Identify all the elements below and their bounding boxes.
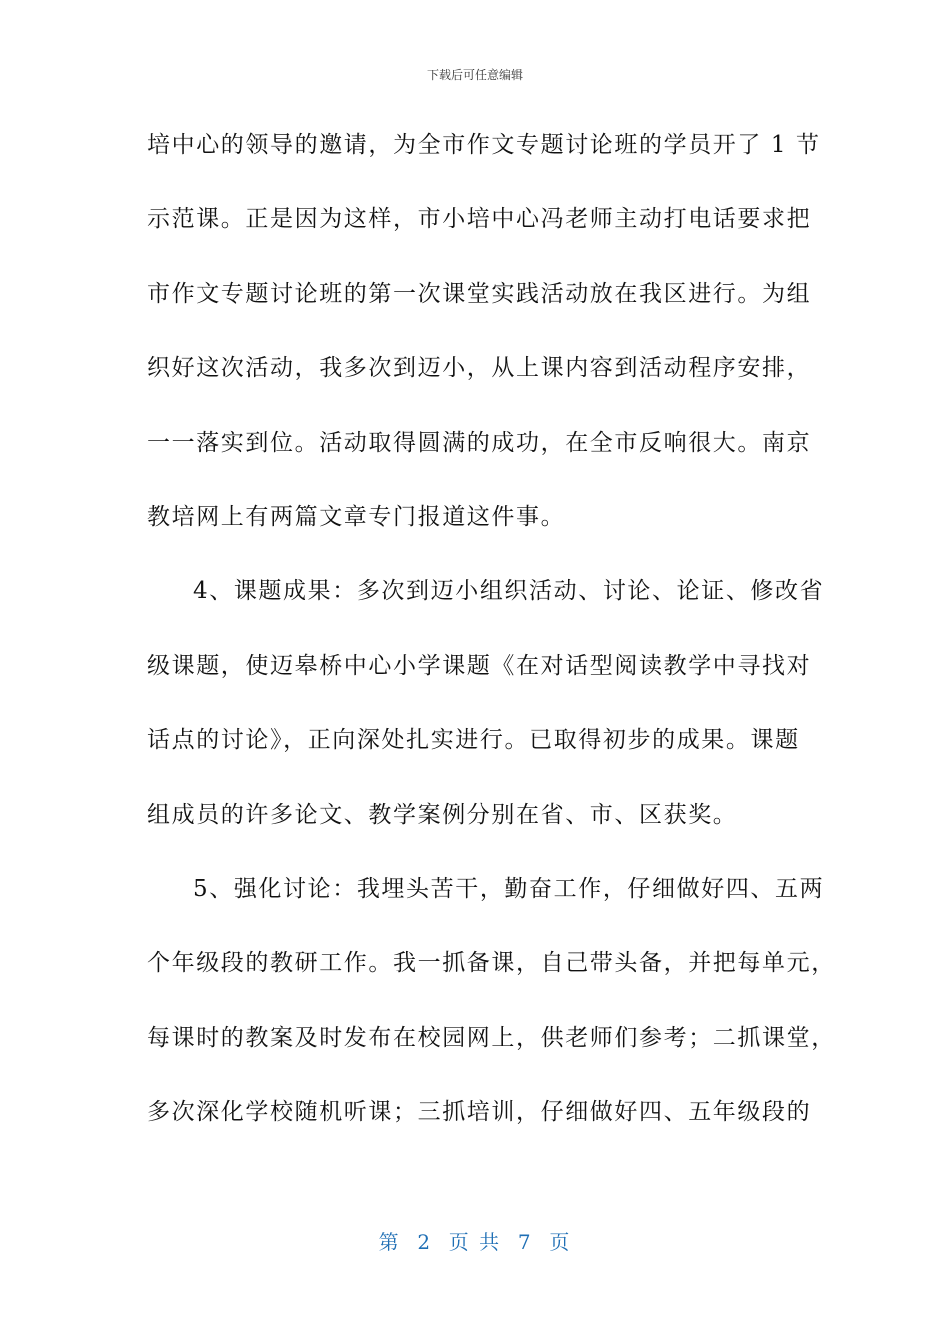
text-line: 一一落实到位。活动取得圆满的成功，在全市反响很大。南京 [147,429,812,456]
page-number-label: 第 2 页 共 7 页 [378,1230,572,1254]
text-line: 话点的讨论》，正向深处扎实进行。已取得初步的成果。课题 [147,727,800,754]
text-line: 培中心的领导的邀请，为全市作文专题讨论班的学员开了 1 节 [147,132,821,158]
header-note: 下载后可任意编辑 [426,68,523,82]
text-line: 教培网上有两篇文章专门报道这件事。 [147,503,566,530]
text-line: 织好这次活动，我多次到迈小，从上课内容到活动程序安排， [147,355,812,382]
text-line: 个年级段的教研工作。我一抓备课，自己带头备，并把每单元， [147,950,836,977]
text-line: 多次深化学校随机听课；三抓培训，仔细做好四、五年级段的 [147,1099,812,1126]
text-line: 4、课题成果：多次到迈小组织活动、讨论、论证、修改省 [193,578,825,605]
text-line: 每课时的教案及时发布在校园网上，供老师们参考；二抓课堂， [147,1024,836,1051]
document-body [147,122,836,1163]
text-line: 组成员的许多论文、教学案例分别在省、市、区获奖。 [147,801,738,828]
text-line: 级课题，使迈皋桥中心小学课题《在对话型阅读教学中寻找对 [147,652,812,679]
text-line: 示范课。正是因为这样，市小培中心冯老师主动打电话要求把 [147,206,812,233]
text-line: 市作文专题讨论班的第一次课堂实践活动放在我区进行。为组 [147,280,812,307]
page-number-footer [0,1226,950,1255]
text-line: 5、强化讨论：我埋头苦干，勤奋工作，仔细做好四、五两 [193,875,825,902]
